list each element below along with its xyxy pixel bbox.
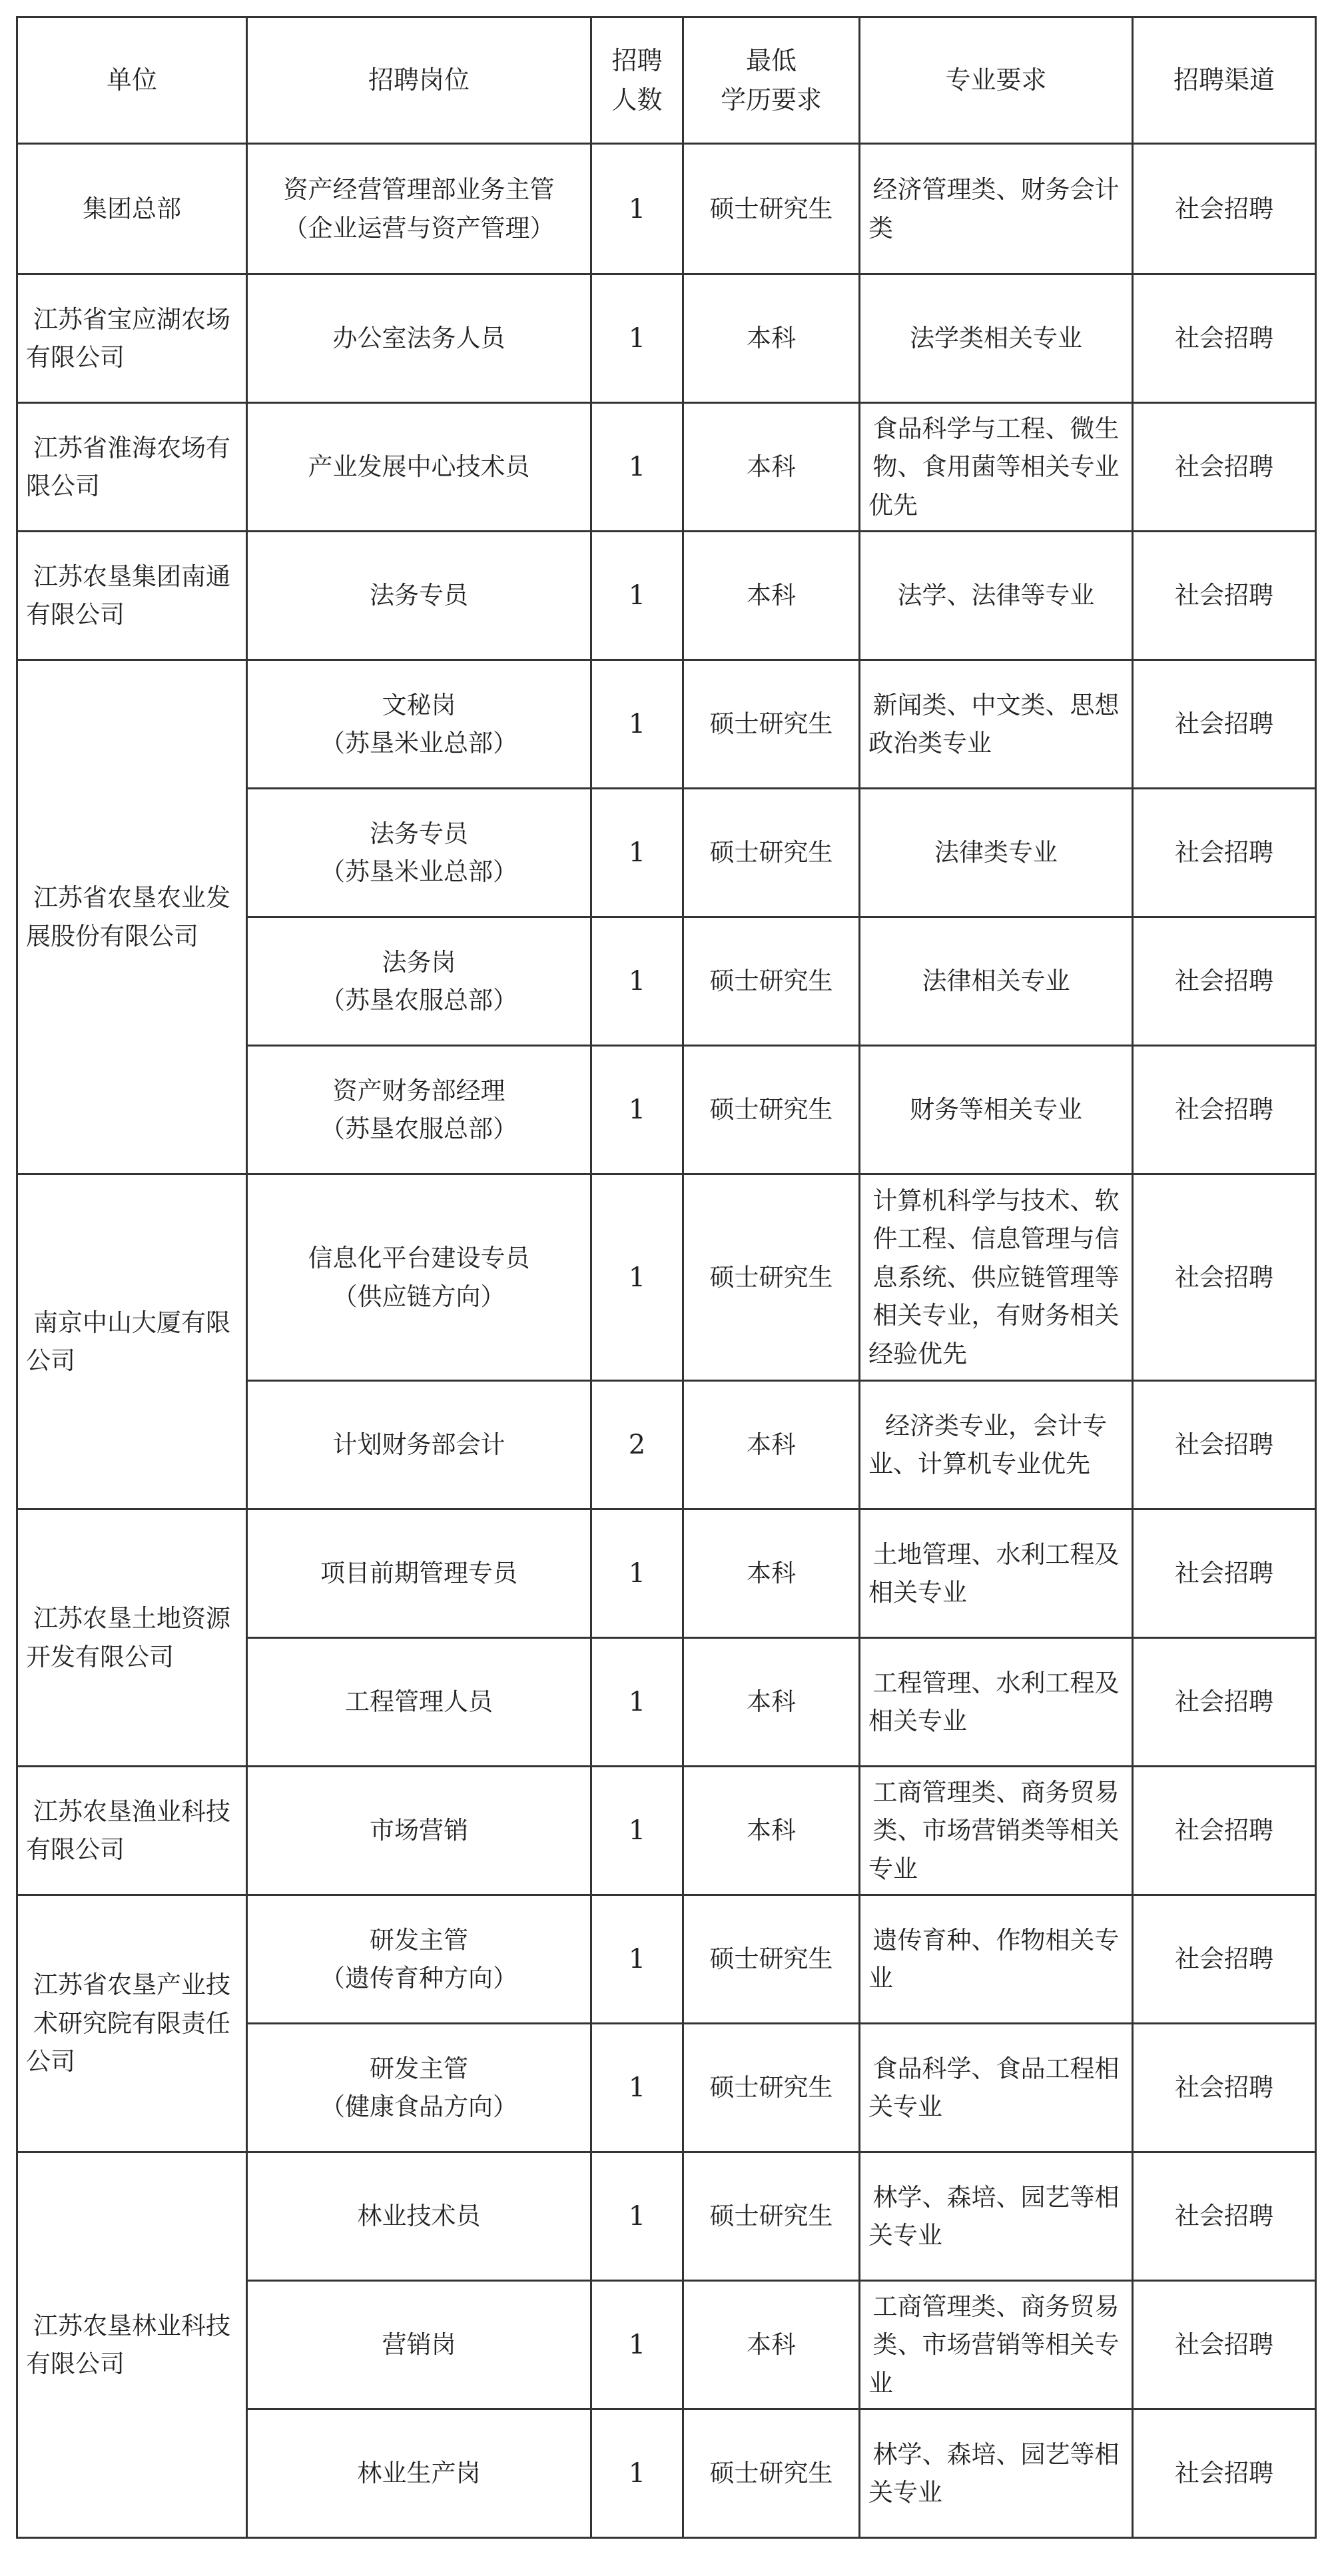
table-row [17, 1895, 1316, 2024]
count-cell: 1 [591, 2409, 683, 2538]
major-cell: 林学、森培、园艺等相关专业 [860, 2409, 1133, 2538]
count-cell: 1 [591, 2281, 683, 2409]
header-major: 专业要求 [860, 17, 1133, 144]
major-cell: 工程管理、水利工程及相关专业 [860, 1638, 1133, 1767]
position-cell [247, 1046, 591, 1174]
channel-cell: 社会招聘 [1133, 1381, 1316, 1509]
unit-cell: 江苏农垦土地资源开发有限公司 [17, 1509, 247, 1767]
recruitment-table [16, 16, 1317, 2539]
education-cell: 硕士研究生 [683, 144, 860, 274]
position-cell [247, 660, 591, 789]
major-cell: 财务等相关专业 [860, 1046, 1133, 1174]
education-cell: 硕士研究生 [683, 1046, 860, 1174]
table-row [17, 532, 1316, 660]
count-cell: 1 [591, 660, 683, 789]
count-cell: 2 [591, 1381, 683, 1509]
channel-cell: 社会招聘 [1133, 1767, 1316, 1895]
position-cell: 计划财务部会计 [247, 1381, 591, 1509]
channel-cell: 社会招聘 [1133, 1046, 1316, 1174]
education-cell: 硕士研究生 [683, 2152, 860, 2281]
count-cell: 1 [591, 917, 683, 1046]
unit-cell: 江苏省宝应湖农场有限公司 [17, 274, 247, 403]
major-cell: 法律相关专业 [860, 917, 1133, 1046]
channel-cell: 社会招聘 [1133, 403, 1316, 532]
count-cell: 1 [591, 532, 683, 660]
major-cell: 新闻类、中文类、思想政治类专业 [860, 660, 1133, 789]
unit-cell: 江苏农垦渔业科技有限公司 [17, 1767, 247, 1895]
table-row [17, 2152, 1316, 2281]
count-cell: 1 [591, 1895, 683, 2024]
education-cell: 硕士研究生 [683, 1174, 860, 1381]
channel-cell: 社会招聘 [1133, 917, 1316, 1046]
table-row [17, 1509, 1316, 1638]
channel-cell: 社会招聘 [1133, 660, 1316, 789]
channel-cell: 社会招聘 [1133, 2152, 1316, 2281]
position-cell: 办公室法务人员 [247, 274, 591, 403]
count-cell: 1 [591, 1174, 683, 1381]
position-cell [247, 2024, 591, 2152]
education-cell: 硕士研究生 [683, 2409, 860, 2538]
count-cell: 1 [591, 1767, 683, 1895]
count-cell: 1 [591, 1509, 683, 1638]
position-title: 信息化平台建设专员 [308, 1244, 530, 1273]
education-cell: 本科 [683, 403, 860, 532]
major-cell: 工商管理类、商务贸易类、市场营销类等相关专业 [860, 1767, 1133, 1895]
position-cell [247, 144, 591, 274]
position-cell: 法务专员 [247, 532, 591, 660]
unit-cell: 江苏省农垦产业技术研究院有限责任公司 [17, 1895, 247, 2152]
position-subtitle: （苏垦米业总部） [320, 857, 517, 886]
education-cell: 本科 [683, 1381, 860, 1509]
channel-cell: 社会招聘 [1133, 1638, 1316, 1767]
position-title: 文秘岗 [382, 690, 456, 719]
education-cell: 硕士研究生 [683, 660, 860, 789]
position-cell: 市场营销 [247, 1767, 591, 1895]
position-cell: 林业技术员 [247, 2152, 591, 2281]
position-title: 研发主管 [370, 2054, 468, 2083]
table-row [17, 1767, 1316, 1895]
channel-cell: 社会招聘 [1133, 2024, 1316, 2152]
channel-cell: 社会招聘 [1133, 144, 1316, 274]
unit-cell: 江苏省淮海农场有限公司 [17, 403, 247, 532]
major-cell: 遗传育种、作物相关专业 [860, 1895, 1133, 2024]
header-unit: 单位 [17, 17, 247, 144]
education-cell: 本科 [683, 1509, 860, 1638]
header-education-line2: 学历要求 [720, 85, 822, 115]
table-row [17, 144, 1316, 274]
header-education [683, 17, 860, 144]
position-cell: 产业发展中心技术员 [247, 403, 591, 532]
education-cell: 本科 [683, 274, 860, 403]
position-title: 资产经营管理部业务主管 [283, 175, 555, 205]
table-row [17, 660, 1316, 789]
major-cell: 食品科学、食品工程相关专业 [860, 2024, 1133, 2152]
unit-cell: 江苏农垦集团南通有限公司 [17, 532, 247, 660]
channel-cell: 社会招聘 [1133, 1174, 1316, 1381]
header-row [17, 17, 1316, 144]
unit-cell: 集团总部 [17, 144, 247, 274]
unit-cell: 江苏省农垦农业发展股份有限公司 [17, 660, 247, 1174]
position-subtitle: （健康食品方向） [320, 2092, 517, 2121]
table-row [17, 274, 1316, 403]
channel-cell: 社会招聘 [1133, 1509, 1316, 1638]
position-cell [247, 1174, 591, 1381]
major-cell: 工商管理类、商务贸易类、市场营销等相关专业 [860, 2281, 1133, 2409]
count-cell: 1 [591, 144, 683, 274]
position-cell: 项目前期管理专员 [247, 1509, 591, 1638]
channel-cell: 社会招聘 [1133, 2409, 1316, 2538]
position-subtitle: （苏垦农服总部） [320, 1114, 517, 1143]
position-cell: 营销岗 [247, 2281, 591, 2409]
channel-cell: 社会招聘 [1133, 532, 1316, 660]
major-cell: 经济管理类、财务会计类 [860, 144, 1133, 274]
education-cell: 硕士研究生 [683, 789, 860, 917]
position-subtitle: （苏垦米业总部） [320, 729, 517, 757]
position-cell [247, 789, 591, 917]
count-cell: 1 [591, 789, 683, 917]
count-cell: 1 [591, 403, 683, 532]
header-count-line1: 招聘 [611, 45, 663, 75]
education-cell: 本科 [683, 2281, 860, 2409]
header-channel: 招聘渠道 [1133, 17, 1316, 144]
position-cell: 林业生产岗 [247, 2409, 591, 2538]
header-count-line2: 人数 [611, 85, 663, 115]
count-cell: 1 [591, 1046, 683, 1174]
count-cell: 1 [591, 2024, 683, 2152]
education-cell: 硕士研究生 [683, 2024, 860, 2152]
channel-cell: 社会招聘 [1133, 789, 1316, 917]
count-cell: 1 [591, 2152, 683, 2281]
position-title: 资产财务部经理 [332, 1076, 505, 1105]
education-cell: 本科 [683, 532, 860, 660]
major-cell: 法学类相关专业 [860, 274, 1133, 403]
position-cell: 工程管理人员 [247, 1638, 591, 1767]
recruitment-document [16, 16, 1315, 2539]
table-row [17, 1174, 1316, 1381]
position-subtitle: （企业运营与资产管理） [283, 213, 555, 242]
major-cell: 经济类专业，会计专业、计算机专业优先 [860, 1381, 1133, 1509]
position-title: 法务岗 [382, 947, 456, 977]
major-cell: 土地管理、水利工程及相关专业 [860, 1509, 1133, 1638]
major-cell: 林学、森培、园艺等相关专业 [860, 2152, 1133, 2281]
channel-cell: 社会招聘 [1133, 2281, 1316, 2409]
major-cell: 计算机科学与技术、软件工程、信息管理与信息系统、供应链管理等相关专业，有财务相关经验优先 [860, 1174, 1133, 1381]
position-title: 法务专员 [370, 819, 468, 848]
education-cell: 硕士研究生 [683, 1895, 860, 2024]
major-cell: 食品科学与工程、微生物、食用菌等相关专业优先 [860, 403, 1133, 532]
major-cell: 法律类专业 [860, 789, 1133, 917]
education-cell: 本科 [683, 1767, 860, 1895]
header-education-line1: 最低 [745, 45, 797, 75]
position-cell [247, 1895, 591, 2024]
header-position: 招聘岗位 [247, 17, 591, 144]
table-row [17, 403, 1316, 532]
position-subtitle: （供应链方向） [332, 1282, 505, 1311]
education-cell: 硕士研究生 [683, 917, 860, 1046]
education-cell: 本科 [683, 1638, 860, 1767]
position-title: 研发主管 [370, 1925, 468, 1954]
header-count [591, 17, 683, 144]
count-cell: 1 [591, 274, 683, 403]
unit-cell: 南京中山大厦有限公司 [17, 1174, 247, 1509]
channel-cell: 社会招聘 [1133, 274, 1316, 403]
position-cell [247, 917, 591, 1046]
channel-cell: 社会招聘 [1133, 1895, 1316, 2024]
major-cell: 法学、法律等专业 [860, 532, 1133, 660]
unit-cell: 江苏农垦林业科技有限公司 [17, 2152, 247, 2538]
position-subtitle: （苏垦农服总部） [320, 986, 517, 1015]
position-subtitle: （遗传育种方向） [320, 1964, 517, 1992]
count-cell: 1 [591, 1638, 683, 1767]
